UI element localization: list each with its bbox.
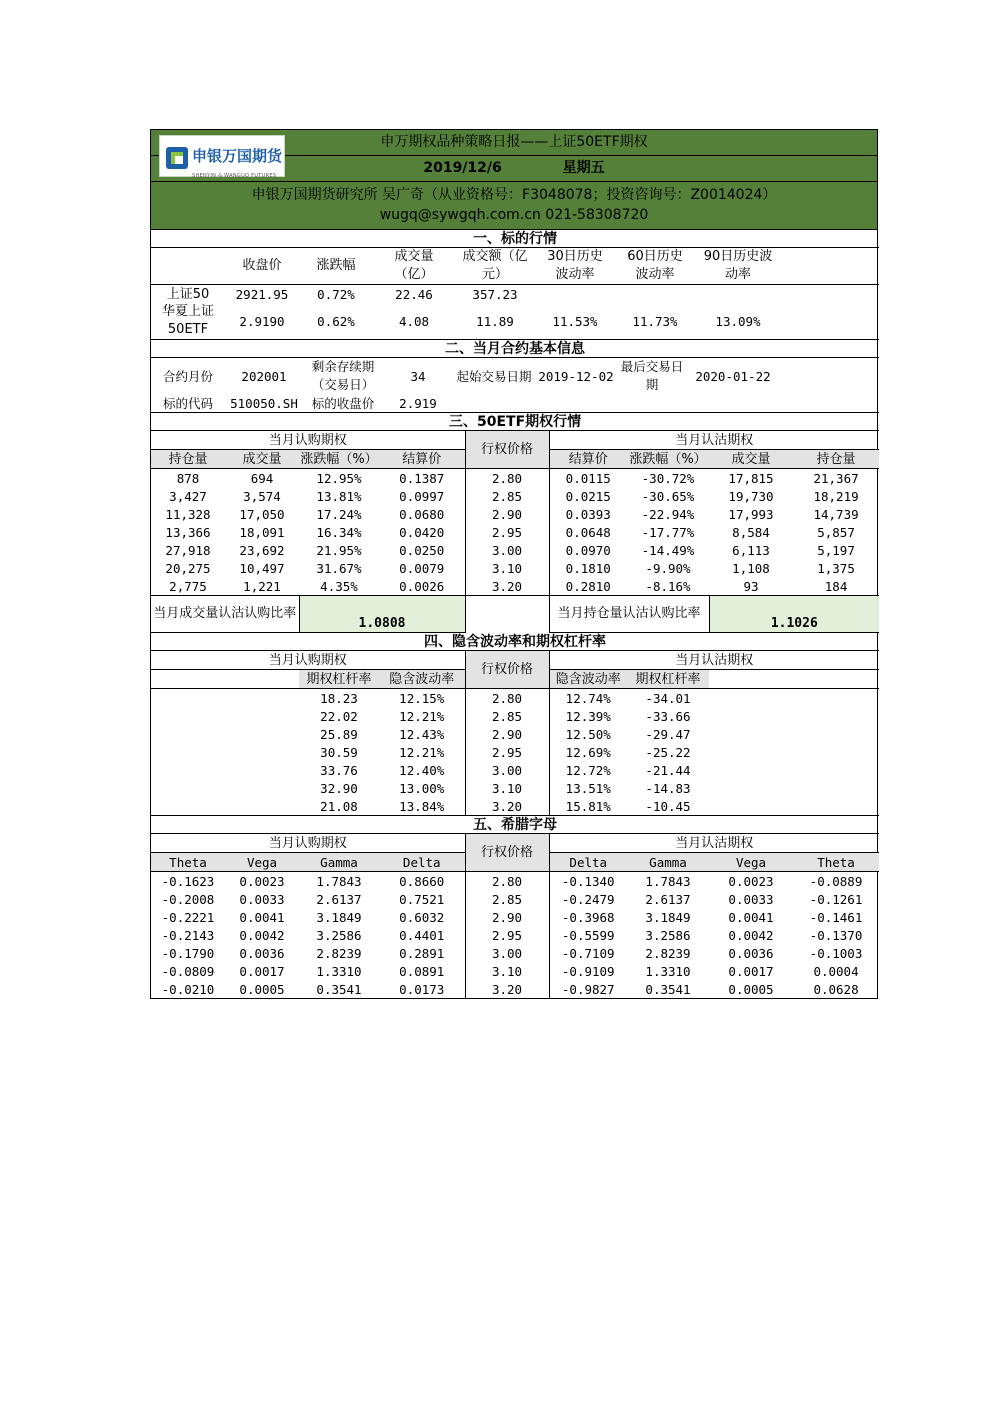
section5-body (151, 872, 879, 999)
section1-cell: 22.46 (395, 286, 433, 302)
table-cell: 0.0215 (565, 488, 611, 504)
table-row (151, 980, 879, 998)
table-cell: 3.10 (465, 559, 549, 577)
table-cell: -30.72% (641, 470, 695, 486)
table-cell: 3.2586 (645, 927, 691, 943)
table-cell: 0.0004 (813, 963, 859, 979)
table-cell: 18.23 (320, 690, 358, 706)
table-cell: 13.00% (399, 780, 445, 796)
table-cell: 2.8239 (645, 945, 691, 961)
table-cell: 1.3310 (645, 963, 691, 979)
table-cell: -0.1461 (809, 909, 863, 925)
section1-header (151, 248, 225, 285)
table-row (151, 962, 879, 980)
call-col-header: Vega (246, 854, 278, 870)
table-cell: -21.44 (645, 762, 691, 778)
table-cell: 1.3310 (316, 963, 362, 979)
contract-month-value: 202001 (241, 368, 287, 384)
table-cell: -0.2479 (561, 891, 615, 907)
table-cell: -17.77% (641, 524, 695, 540)
table-cell: 2.80 (465, 872, 549, 891)
table-cell: 17,993 (728, 506, 774, 522)
table-cell: 6,113 (732, 542, 770, 558)
table-cell: -9.90% (645, 560, 691, 576)
table-cell: 0.0033 (239, 891, 285, 907)
table-cell: 2.85 (465, 890, 549, 908)
table-cell: 0.2810 (565, 578, 611, 594)
table-cell: 31.67% (316, 560, 362, 576)
oi-ratio-value: 1.1026 (709, 596, 879, 633)
section1-cell (615, 285, 695, 304)
author-line: 申银万国期货研究所 吴广奇（从业资格号：F3048078；投资咨询号：Z0014024） (251, 187, 777, 203)
table-cell: -8.16% (645, 578, 691, 594)
call-col-header: Delta (402, 854, 441, 870)
table-cell: 1.7843 (645, 873, 691, 889)
table-cell: -29.47 (645, 726, 691, 742)
section1-cell (781, 303, 879, 339)
section1-header: 成交额（亿元） (462, 249, 528, 282)
section1-title: 一、标的行情 (151, 230, 879, 248)
table-cell: -0.0210 (161, 981, 215, 997)
report-weekday: 星期五 (562, 160, 605, 176)
table-cell: 5,857 (817, 524, 855, 540)
table-cell: 0.0023 (239, 873, 285, 889)
strike-header: 行权价格 (465, 834, 549, 872)
table-cell: 2.6137 (316, 891, 362, 907)
table-cell: 0.0023 (728, 873, 774, 889)
table-cell: 2.95 (465, 523, 549, 541)
table-cell: 0.0970 (565, 542, 611, 558)
section1-cell (695, 285, 781, 304)
table-cell: -0.1623 (161, 873, 215, 889)
table-cell: -0.0889 (809, 873, 863, 889)
table-row (151, 523, 879, 541)
section5-title: 五、希腊字母 (151, 816, 879, 834)
report-date: 2019/12/6 (423, 160, 502, 176)
section1-header: 60日历史波动率 (627, 249, 683, 282)
underlying-close-label: 标的收盘价 (311, 395, 375, 411)
table-cell: 93 (743, 578, 759, 594)
put-col-header: 成交量 (731, 451, 771, 467)
table-cell: 2,775 (169, 578, 207, 594)
put-col-header: 期权杠杆率 (627, 670, 709, 689)
section1-row (151, 285, 879, 304)
table-row (151, 926, 879, 944)
put-col-header: Theta (817, 854, 855, 870)
table-cell: 1,221 (243, 578, 281, 594)
logo-cn-text: 申银万国期货 (192, 147, 283, 165)
call-col-header: 隐含波动率 (379, 670, 465, 689)
table-cell: 30.59 (320, 744, 358, 760)
section1-cell: 0.62% (317, 313, 355, 329)
table-cell: -0.1790 (161, 945, 215, 961)
table-cell: 878 (176, 470, 200, 486)
start-date-label: 起始交易日期 (456, 368, 532, 384)
table-cell: 0.0026 (399, 578, 445, 594)
oi-ratio-label: 当月持仓量认沽认购比率 (549, 596, 709, 633)
table-cell: 0.1387 (399, 470, 445, 486)
section1-header: 成交量（亿） (394, 249, 434, 282)
table-cell: 19,730 (728, 488, 774, 504)
section1-cell: 11.73% (632, 313, 678, 329)
section1-cell: 11.89 (476, 313, 514, 329)
table-cell: 13.81% (316, 488, 362, 504)
table-cell: 2.85 (465, 707, 549, 725)
section1-cell: 华夏上证50ETF (161, 304, 214, 337)
table-cell: 12.15% (399, 690, 445, 706)
table-cell: 0.3541 (645, 981, 691, 997)
table-cell: -0.1340 (561, 873, 615, 889)
section1-cell: 357.23 (472, 286, 518, 302)
section1-cell (781, 285, 879, 304)
call-group-label: 当月认购期权 (268, 835, 347, 851)
underlying-close-value: 2.919 (399, 395, 437, 411)
logo-mark-icon (166, 147, 188, 169)
table-cell: -0.1261 (809, 891, 863, 907)
table-cell: 21,367 (813, 470, 859, 486)
table-cell: 33.76 (320, 762, 358, 778)
contract-month-label: 合约月份 (162, 368, 213, 384)
table-cell: 2.95 (465, 926, 549, 944)
table-cell: 11,328 (165, 506, 211, 522)
table-cell: 0.0033 (728, 891, 774, 907)
table-cell: -14.83 (645, 780, 691, 796)
table-cell: 16.34% (316, 524, 362, 540)
table-cell: 3.00 (465, 761, 549, 779)
table-row (151, 469, 879, 488)
table-cell: 18,219 (813, 488, 859, 504)
table-cell: 0.4401 (399, 927, 445, 943)
section1-cell: 4.08 (398, 313, 430, 329)
table-cell: -34.01 (645, 690, 691, 706)
table-cell: 2.90 (465, 908, 549, 926)
table-cell: -14.49% (641, 542, 695, 558)
put-col-header: Vega (735, 854, 767, 870)
table-cell: 0.8660 (399, 873, 445, 889)
section4-title: 四、隐含波动率和期权杠杆率 (151, 633, 879, 651)
table-cell: 12.40% (399, 762, 445, 778)
put-group-label: 当月认沽期权 (675, 652, 754, 668)
table-cell: 18,091 (239, 524, 285, 540)
table-cell: 0.0393 (565, 506, 611, 522)
table-cell: 0.0420 (399, 524, 445, 540)
call-col-header: 期权杠杆率 (299, 670, 379, 689)
section1-header: 30日历史波动率 (547, 249, 603, 282)
table-cell: 10,497 (239, 560, 285, 576)
put-col-header: 结算价 (568, 451, 608, 467)
section1-header: 90日历史波动率 (703, 249, 773, 282)
table-cell: 2.85 (465, 487, 549, 505)
report-title: 申万期权品种策略日报——上证50ETF期权 (380, 134, 648, 150)
table-cell: 0.0628 (813, 981, 859, 997)
table-cell: 17,050 (239, 506, 285, 522)
contact-line: wugq@sywgqh.com.cn 021-58308720 (379, 207, 649, 223)
table-cell: 27,918 (165, 542, 211, 558)
table-cell: 0.1810 (565, 560, 611, 576)
put-col-header: 涨跌幅（%） (629, 451, 707, 467)
table-cell: 3.1849 (316, 909, 362, 925)
table-cell: 32.90 (320, 780, 358, 796)
put-col-header: 隐含波动率 (549, 670, 627, 689)
call-col-header: 持仓量 (168, 451, 208, 467)
put-col-header: Delta (569, 854, 608, 870)
table-cell: 2.90 (465, 725, 549, 743)
table-cell: 3.20 (465, 577, 549, 596)
table-cell: 15.81% (565, 798, 611, 814)
section1-cell: 上证50 (166, 286, 210, 302)
table-cell: 21.08 (320, 798, 358, 814)
table-row (151, 577, 879, 596)
call-group-label: 当月认购期权 (268, 652, 347, 668)
table-cell: 1,375 (817, 560, 855, 576)
table-cell: 3.20 (465, 980, 549, 998)
table-cell: 8,584 (732, 524, 770, 540)
table-cell: 13.84% (399, 798, 445, 814)
table-cell: 0.0680 (399, 506, 445, 522)
table-cell: 25.89 (320, 726, 358, 742)
table-cell: 12.21% (399, 708, 445, 724)
section1-table (151, 230, 879, 339)
call-col-header: 涨跌幅（%） (300, 451, 378, 467)
table-row (151, 761, 879, 779)
section3-table (151, 412, 879, 633)
table-cell: 22.02 (320, 708, 358, 724)
section2-table (151, 339, 879, 412)
table-cell: 12.69% (565, 744, 611, 760)
author-band (151, 182, 877, 230)
strike-header: 行权价格 (465, 431, 549, 469)
call-col-header: Theta (169, 854, 207, 870)
table-cell: -0.3968 (561, 909, 615, 925)
table-cell: -0.9109 (561, 963, 615, 979)
table-cell: 12.50% (565, 726, 611, 742)
table-cell: 12.95% (316, 470, 362, 486)
section1-header-row (151, 248, 879, 285)
section3-title: 三、50ETF期权行情 (151, 413, 879, 431)
table-cell: 3.00 (465, 541, 549, 559)
table-cell: 0.7521 (399, 891, 445, 907)
underlying-code-value: 510050.SH (230, 395, 298, 411)
section1-cell: 2.9190 (239, 313, 285, 329)
table-cell: 0.0041 (728, 909, 774, 925)
table-cell: -10.45 (645, 798, 691, 814)
table-cell: 0.0079 (399, 560, 445, 576)
table-cell: 4.35% (320, 578, 358, 594)
table-cell: 0.0173 (399, 981, 445, 997)
last-date-label: 最后交易日期 (620, 359, 684, 392)
table-cell: 2.8239 (316, 945, 362, 961)
table-cell: 0.0997 (399, 488, 445, 504)
section4-body (151, 689, 879, 816)
table-cell: 12.74% (565, 690, 611, 706)
table-cell: 3,427 (169, 488, 207, 504)
table-cell: 1.7843 (316, 873, 362, 889)
put-col-header: Gamma (649, 854, 687, 870)
table-row (151, 908, 879, 926)
call-group-label: 当月认购期权 (268, 432, 347, 448)
logo-en-text: SHENYIN & WANGUO FUTURES (192, 173, 277, 179)
volume-ratio-label: 当月成交量认沽认购比率 (151, 596, 299, 633)
section2-row (151, 358, 879, 395)
section1-cell: 11.53% (552, 313, 598, 329)
table-cell: 0.0041 (239, 909, 285, 925)
table-cell: 3.2586 (316, 927, 362, 943)
table-cell: 0.0017 (239, 963, 285, 979)
table-cell: 13,366 (165, 524, 211, 540)
table-row (151, 707, 879, 725)
table-row (151, 689, 879, 708)
table-row (151, 743, 879, 761)
table-cell: 0.0042 (728, 927, 774, 943)
volume-ratio-value: 1.0808 (299, 596, 465, 633)
table-cell: -0.2008 (161, 891, 215, 907)
table-cell: -0.9827 (561, 981, 615, 997)
table-row (151, 559, 879, 577)
table-cell: 0.0648 (565, 524, 611, 540)
table-cell: 0.0005 (728, 981, 774, 997)
table-row (151, 797, 879, 815)
table-cell: 0.0017 (728, 963, 774, 979)
section4-table (151, 633, 879, 815)
section1-header: 收盘价 (242, 258, 282, 273)
company-logo (159, 135, 285, 177)
table-cell: 184 (824, 578, 848, 594)
table-cell: 0.6032 (399, 909, 445, 925)
table-cell: 0.0891 (399, 963, 445, 979)
put-col-header: 持仓量 (816, 451, 856, 467)
table-cell: 12.43% (399, 726, 445, 742)
put-group-label: 当月认沽期权 (675, 432, 754, 448)
table-cell: 0.0250 (399, 542, 445, 558)
table-cell: 12.72% (565, 762, 611, 778)
table-cell: -0.1370 (809, 927, 863, 943)
table-cell: 2.6137 (645, 891, 691, 907)
table-row (151, 505, 879, 523)
table-row (151, 725, 879, 743)
table-row (151, 872, 879, 891)
table-row (151, 890, 879, 908)
table-cell: -0.1003 (809, 945, 863, 961)
table-cell: 2.90 (465, 505, 549, 523)
remaining-days-value: 34 (410, 368, 426, 384)
table-cell: 3.00 (465, 944, 549, 962)
section5-table (151, 815, 879, 998)
table-cell: 17,815 (728, 470, 774, 486)
table-cell: -33.66 (645, 708, 691, 724)
table-cell: 21.95% (316, 542, 362, 558)
strike-header: 行权价格 (465, 651, 549, 689)
table-cell: 13.51% (565, 780, 611, 796)
put-group-label: 当月认沽期权 (675, 835, 754, 851)
section1-cell: 0.72% (317, 286, 355, 302)
section1-header (781, 248, 879, 285)
table-row (151, 541, 879, 559)
table-cell: 0.0042 (239, 927, 285, 943)
table-cell: 694 (250, 470, 274, 486)
table-cell: 3.1849 (645, 909, 691, 925)
table-row (151, 944, 879, 962)
section2-row (151, 394, 879, 412)
section1-cell (535, 285, 615, 304)
call-col-header: Gamma (320, 854, 358, 870)
table-cell: 3.20 (465, 797, 549, 815)
table-cell: -0.5599 (561, 927, 615, 943)
table-cell: -0.0809 (161, 963, 215, 979)
table-cell: -0.2221 (161, 909, 215, 925)
table-cell: 3.10 (465, 962, 549, 980)
last-date-value: 2020-01-22 (695, 368, 771, 384)
table-cell: 3.10 (465, 779, 549, 797)
table-cell: 3,574 (243, 488, 281, 504)
table-cell: 0.0005 (239, 981, 285, 997)
table-cell: 12.21% (399, 744, 445, 760)
table-cell: 0.2891 (399, 945, 445, 961)
section1-row (151, 303, 879, 339)
underlying-code-label: 标的代码 (162, 395, 213, 411)
table-cell: 12.39% (565, 708, 611, 724)
table-cell: 2.80 (465, 469, 549, 488)
section1-cell: 13.09% (715, 313, 761, 329)
report-sheet (150, 129, 878, 999)
table-row (151, 487, 879, 505)
section3-body (151, 469, 879, 596)
section1-header: 涨跌幅 (316, 258, 356, 273)
call-col-header: 成交量 (242, 451, 282, 467)
table-cell: 14,739 (813, 506, 859, 522)
table-cell: -22.94% (641, 506, 695, 522)
table-cell: 2.80 (465, 689, 549, 708)
section1-cell: 2921.95 (235, 286, 289, 302)
table-cell: 0.0036 (239, 945, 285, 961)
table-cell: 2.95 (465, 743, 549, 761)
call-col-header: 结算价 (402, 451, 442, 467)
table-cell: -0.2143 (161, 927, 215, 943)
table-cell: 5,197 (817, 542, 855, 558)
table-cell: 0.0115 (565, 470, 611, 486)
table-cell: 17.24% (316, 506, 362, 522)
table-cell: 20,275 (165, 560, 211, 576)
table-cell: 0.0036 (728, 945, 774, 961)
section2-title: 二、当月合约基本信息 (151, 340, 879, 358)
remaining-days-label: 剩余存续期（交易日） (311, 359, 375, 392)
table-cell: 1,108 (732, 560, 770, 576)
table-cell: -25.22 (645, 744, 691, 760)
table-cell: -0.7109 (561, 945, 615, 961)
start-date-value: 2019-12-02 (538, 368, 614, 384)
table-row (151, 779, 879, 797)
table-cell: 23,692 (239, 542, 285, 558)
table-cell: -30.65% (641, 488, 695, 504)
table-cell: 0.3541 (316, 981, 362, 997)
